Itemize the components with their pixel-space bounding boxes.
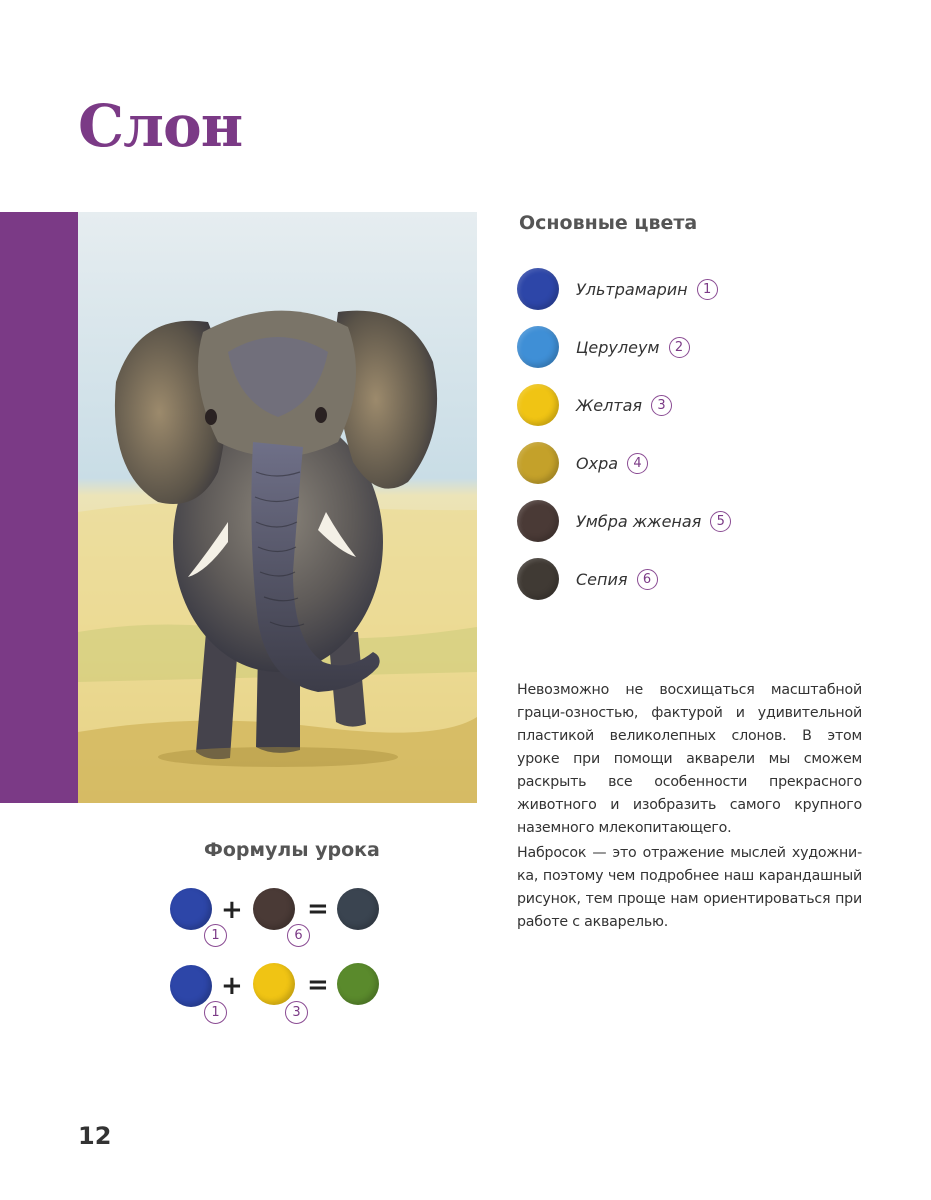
colors-heading: Основные цвета xyxy=(519,212,698,234)
plus-sign: + xyxy=(221,895,243,925)
sepia-swatch xyxy=(517,558,559,600)
color-name: Сепия xyxy=(576,569,628,589)
color-name: Церулеум xyxy=(576,337,660,357)
page-number: 12 xyxy=(78,1122,112,1150)
formula-color-a-swatch xyxy=(170,888,212,930)
color-name: Охра xyxy=(576,453,619,473)
ultramarine-swatch xyxy=(517,268,559,310)
formula-row-2 xyxy=(170,963,390,1033)
formula-color-b-swatch xyxy=(253,963,295,1005)
color-name: Ультрамарин xyxy=(576,279,688,299)
formula-number-badge: 1 xyxy=(204,924,227,947)
formula-color-a-swatch xyxy=(170,965,212,1007)
color-number-badge: 5 xyxy=(710,511,731,532)
color-number-badge: 4 xyxy=(627,453,648,474)
yellow-swatch xyxy=(517,384,559,426)
formula-number-badge: 1 xyxy=(204,1001,227,1024)
formulas-heading: Формулы урока xyxy=(204,839,380,861)
page-title: Слон xyxy=(78,92,243,160)
plus-sign: + xyxy=(221,971,243,1001)
color-row-ochre xyxy=(517,441,648,485)
color-number-badge: 2 xyxy=(669,337,690,358)
formula-color-b-swatch xyxy=(253,888,295,930)
formula-number-badge: 6 xyxy=(287,924,310,947)
purple-side-band xyxy=(0,212,78,803)
intro-paragraph: Невозможно не восхищаться масштабной граци-озностью, фактурой и удивительной пластикой великолепных слонов. В этом уроке при помощи акварели мы сможем раскрыть все особенности прекрасного животного и изобразить самого крупного наземного млекопитающего. xyxy=(517,682,862,836)
ochre-swatch xyxy=(517,442,559,484)
color-number-badge: 6 xyxy=(637,569,658,590)
formula-result-swatch xyxy=(337,888,379,930)
color-number-badge: 1 xyxy=(697,279,718,300)
color-row-ultramarine xyxy=(517,267,718,311)
color-row-cerulean xyxy=(517,325,690,369)
color-name: Умбра жженая xyxy=(576,511,702,531)
color-row-burnt-umber xyxy=(517,499,731,543)
formula-result-swatch xyxy=(337,963,379,1005)
color-row-yellow xyxy=(517,383,672,427)
burnt-umber-swatch xyxy=(517,500,559,542)
color-number-badge: 3 xyxy=(651,395,672,416)
equals-sign: = xyxy=(307,970,329,1000)
elephant-artwork xyxy=(78,212,477,803)
color-row-sepia xyxy=(517,557,658,601)
sketch-paragraph: Набросок — это отражение мыслей художни-ка, поэтому чем подробнее наш карандашный рисунок, тем проще нам ориентироваться при работе с акварелью. xyxy=(517,845,862,930)
cerulean-swatch xyxy=(517,326,559,368)
color-name: Желтая xyxy=(576,395,643,415)
elephant-watercolor-icon xyxy=(78,212,477,803)
equals-sign: = xyxy=(307,894,329,924)
formula-number-badge: 3 xyxy=(285,1001,308,1024)
formula-row-1 xyxy=(170,888,390,958)
